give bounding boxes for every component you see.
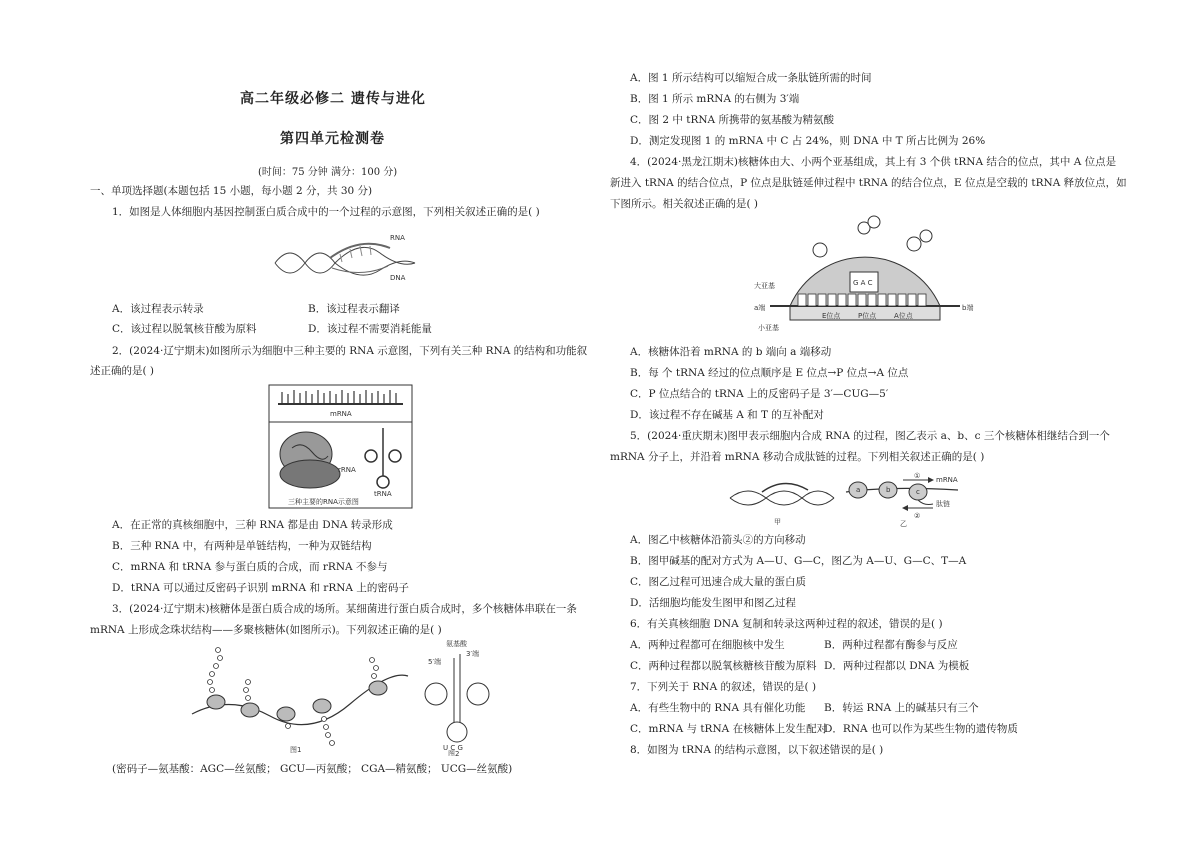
q2-caption: 三种主要的RNA示意图 — [288, 498, 359, 506]
q3-stem-line2: mRNA 上形成念珠状结构——多聚核糖体(如图所示)。下列叙述正确的是( ) — [90, 624, 442, 636]
exam-info: (时间：75 分钟 满分：100 分) — [258, 167, 398, 178]
q3-fig1-label: 图1 — [290, 746, 302, 754]
q4-b-end-label: b端 — [962, 304, 974, 312]
q4-option-b: B．每 个 tRNA 经过的位点顺序是 E 位点→P 位点→A 位点 — [630, 367, 909, 379]
q1-rna-label: RNA — [390, 234, 405, 242]
q2-figure — [268, 384, 413, 509]
q5-option-d: D．活细胞均能发生图甲和图乙过程 — [630, 597, 796, 609]
q8-stem: 8．如图为 tRNA 的结构示意图，以下叙述错误的是( ) — [630, 744, 884, 756]
q7-option-b: B．转运 RNA 上的碱基只有三个 — [824, 702, 979, 714]
q5-yi-label: 乙 — [900, 520, 907, 528]
q3-anticodon-label: U C G — [443, 744, 463, 752]
q5-option-b: B．图甲碱基的配对方式为 A—U、G—C，图乙为 A—U、G—C、T—A — [630, 555, 967, 567]
q1-stem: 1．如图是人体细胞内基因控制蛋白质合成中的一个过程的示意图，下列相关叙述正确的是( ) — [112, 206, 540, 218]
q2-trna-label: tRNA — [374, 490, 392, 498]
q4-option-c: C．P 位点结合的 tRNA 上的反密码子是 3′—CUG—5′ — [630, 388, 889, 400]
q3-figure-1 — [190, 644, 410, 754]
q3-3end-label: 3′端 — [466, 650, 480, 658]
q4-stem-line3: 下图所示。相关叙述正确的是( ) — [610, 198, 759, 210]
q4-option-a: A．核糖体沿着 mRNA 的 b 端向 a 端移动 — [630, 346, 832, 358]
q6-option-a: A．两种过程都可在细胞核中发生 — [630, 639, 785, 651]
section-heading: 一、单项选择题(本题包括 15 小题，每小题 2 分，共 30 分) — [90, 185, 373, 197]
q4-a-site-label: A位点 — [894, 312, 913, 320]
q5-option-c: C．图乙过程可迅速合成大量的蛋白质 — [630, 576, 807, 588]
q4-p-site-label: P位点 — [858, 312, 877, 320]
q6-stem: 6．有关真核细胞 DNA 复制和转录这两种过程的叙述，错误的是( ) — [630, 618, 943, 630]
q1-option-a: A．该过程表示转录 — [112, 303, 204, 315]
q1-figure — [270, 228, 420, 288]
q6-option-b: B．两种过程都有酶参与反应 — [824, 639, 958, 651]
q7-option-d: D．RNA 也可以作为某些生物的遗传物质 — [824, 723, 1018, 735]
q5-b-label: b — [886, 486, 891, 494]
q3-option-c: C．图 2 中 tRNA 所携带的氨基酸为精氨酸 — [630, 114, 834, 126]
q2-stem-line2: 述正确的是( ) — [90, 365, 155, 377]
q3-stem-line1: 3．(2024·辽宁期末)核糖体是蛋白质合成的场所。某细菌进行蛋白质合成时，多个核糖体串联在一条 — [112, 603, 577, 615]
q1-option-b: B．该过程表示翻译 — [308, 303, 400, 315]
q4-codon-label: G A C — [853, 279, 873, 287]
q5-arrow2-label: ② — [914, 512, 921, 520]
q4-small-subunit-label: 小亚基 — [758, 324, 779, 332]
q4-figure — [750, 214, 980, 334]
q2-option-b: B．三种 RNA 中，有两种是单链结构，一种为双链结构 — [112, 540, 372, 552]
q5-arrow1-label: ① — [914, 472, 921, 480]
q5-jia-label: 甲 — [774, 518, 781, 526]
q5-stem-line1: 5．(2024·重庆期末)图甲表示细胞内合成 RNA 的过程，图乙表示 a、b、c 三个核糖体相继结合到一个 — [630, 430, 1110, 442]
q2-option-a: A．在正常的真核细胞中，三种 RNA 都是由 DNA 转录形成 — [112, 519, 393, 531]
q5-option-a: A．图乙中核糖体沿箭头②的方向移动 — [630, 534, 806, 546]
q3-option-a: A．图 1 所示结构可以缩短合成一条肽链所需的时间 — [630, 72, 872, 84]
q5-c-label: c — [916, 488, 920, 496]
q5-peptide-label: 肽链 — [936, 500, 950, 508]
q2-option-d: D．tRNA 可以通过反密码子识别 mRNA 和 rRNA 上的密码子 — [112, 582, 409, 594]
q2-stem-line1: 2．(2024·辽宁期末)如图所示为细胞中三种主要的 RNA 示意图，下列有关三种 RNA 的结构和功能叙 — [112, 345, 588, 357]
q1-option-c: C．该过程以脱氧核苷酸为原料 — [112, 323, 257, 335]
q5-mrna-label: mRNA — [936, 476, 958, 484]
q4-stem-line2: 新进入 tRNA 的结合位点，P 位点是肽链延伸过程中 tRNA 的结合位点，E 位点是空载的 tRNA 释放位点，如 — [610, 177, 1127, 189]
q6-option-c: C．两种过程都以脱氧核糖核苷酸为原料 — [630, 660, 817, 672]
left-column — [80, 0, 600, 849]
page-subtitle: 第四单元检测卷 — [280, 131, 385, 147]
q3-5end-label: 5′端 — [428, 658, 442, 666]
q5-stem-line2: mRNA 分子上，并沿着 mRNA 移动合成肽链的过程。下列相关叙述正确的是( ) — [610, 451, 985, 463]
q5-figure — [728, 470, 968, 530]
q3-option-b: B．图 1 所示 mRNA 的右侧为 3′端 — [630, 93, 800, 105]
q3-figure-2 — [416, 638, 496, 756]
q4-e-site-label: E位点 — [822, 312, 841, 320]
q3-codon-note: (密码子—氨基酸：AGC—丝氨酸； GCU—丙氨酸； CGA—精氨酸； UCG—丝氨酸) — [112, 763, 513, 775]
q7-option-c: C．mRNA 与 tRNA 在核糖体上发生配对 — [630, 723, 828, 735]
q3-fig2-label: 图2 — [448, 750, 460, 756]
q3-aa-label: 氨基酸 — [446, 640, 467, 648]
q7-stem: 7．下列关于 RNA 的叙述，错误的是( ) — [630, 681, 817, 693]
q6-option-d: D．两种过程都以 DNA 为模板 — [824, 660, 970, 672]
q2-mrna-label: mRNA — [330, 410, 352, 418]
q2-rrna-label: rRNA — [338, 466, 356, 474]
q3-option-d: D．测定发现图 1 的 mRNA 中 C 占 24%，则 DNA 中 T 所占比例为 26% — [630, 135, 986, 147]
q4-large-subunit-label: 大亚基 — [754, 282, 775, 290]
q7-option-a: A．有些生物中的 RNA 具有催化功能 — [630, 702, 806, 714]
q4-stem-line1: 4．(2024·黑龙江期末)核糖体由大、小两个亚基组成，其上有 3 个供 tRNA 结合的位点，其中 A 位点是 — [630, 156, 1117, 168]
page-title: 高二年级必修二 遗传与进化 — [240, 91, 426, 107]
q1-option-d: D．该过程不需要消耗能量 — [308, 323, 432, 335]
q1-dna-label: DNA — [390, 274, 406, 282]
q4-option-d: D．该过程不存在碱基 A 和 T 的互补配对 — [630, 409, 824, 421]
q4-a-end-label: a端 — [754, 304, 766, 312]
q2-option-c: C．mRNA 和 tRNA 参与蛋白质的合成，而 rRNA 不参与 — [112, 561, 388, 573]
q5-a-label: a — [856, 486, 861, 494]
right-column — [610, 0, 1130, 849]
